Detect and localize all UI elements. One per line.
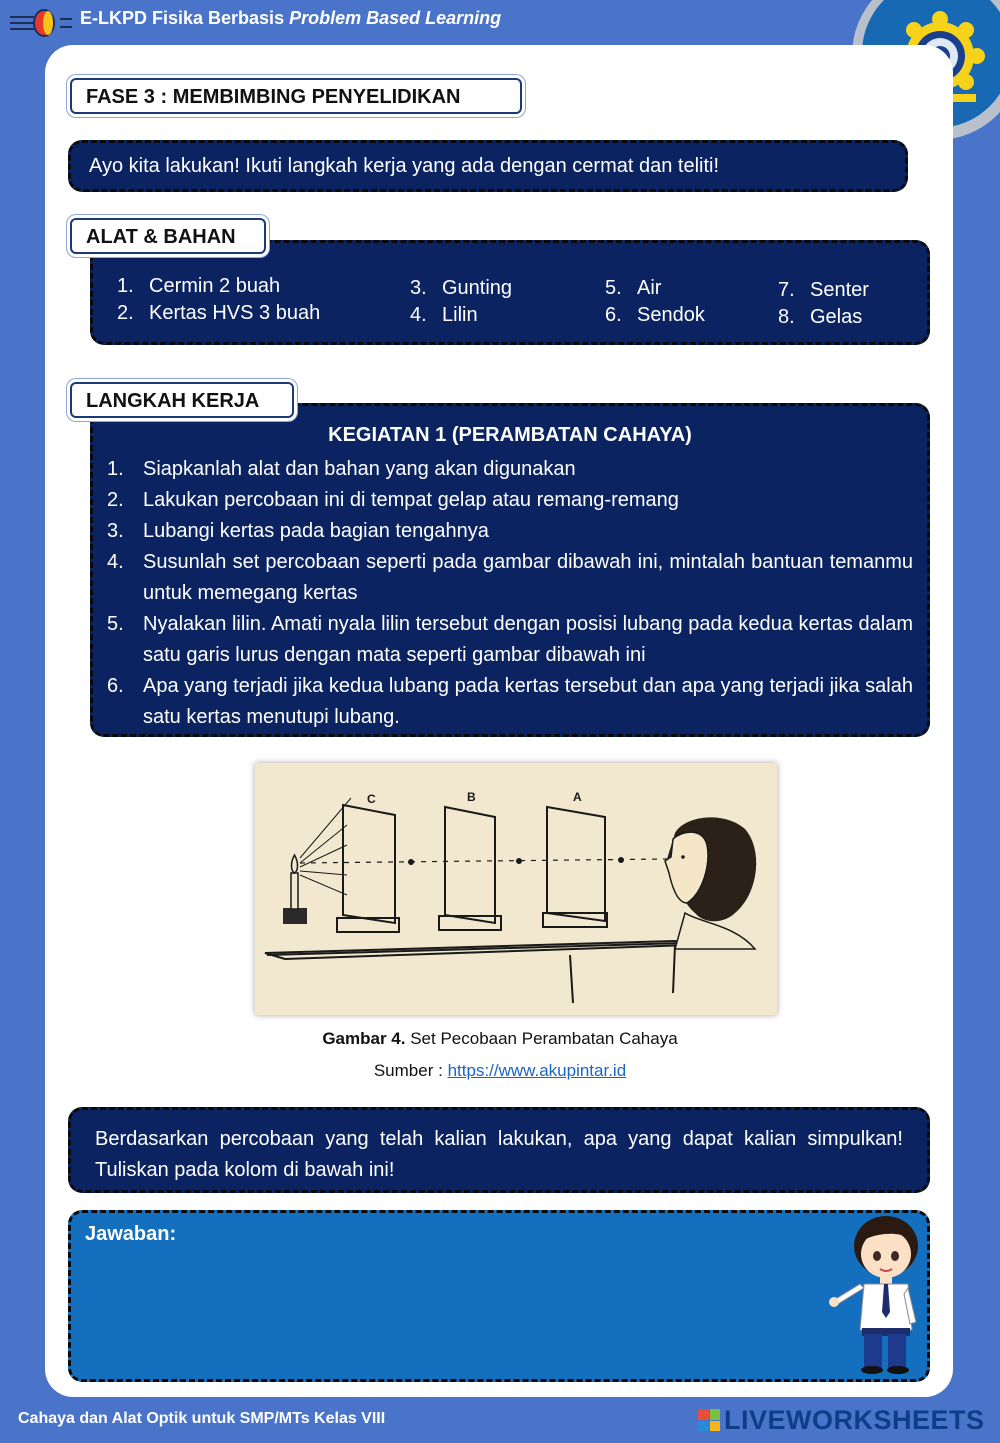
list-item: 6. Sendok — [605, 304, 705, 326]
list-item: 2. Lakukan percobaan ini di tempat gelap atau remang-remang — [107, 489, 679, 511]
alat-bahan-label: ALAT & BAHAN — [70, 218, 266, 254]
student-character-icon — [828, 1212, 928, 1374]
list-item: 3. Gunting — [410, 277, 513, 299]
experiment-illustration — [255, 763, 777, 1015]
liveworksheets-logo-icon — [698, 1409, 720, 1431]
liveworksheets-watermark[interactable] — [698, 1403, 985, 1437]
alat-column-4 — [778, 277, 869, 331]
list-item: 3. Lubangi kertas pada bagian tengahnya — [107, 520, 489, 542]
answer-label: Jawaban: — [85, 1223, 177, 1245]
alat-column-3 — [605, 275, 705, 329]
screen-label-a: A — [573, 790, 582, 804]
screen-label-c: C — [367, 792, 376, 806]
list-item: 5. Air — [605, 277, 662, 299]
alat-column-1 — [117, 273, 320, 327]
footer-text: Cahaya dan Alat Optik untuk SMP/MTs Kelas VIII — [18, 1410, 386, 1427]
phase-title: FASE 3 : MEMBIMBING PENYELIDIKAN — [70, 78, 522, 114]
intro-banner — [68, 140, 908, 192]
list-item: 2. Kertas HVS 3 buah — [117, 302, 321, 324]
source-link[interactable]: https://www.akupintar.id — [447, 1061, 627, 1080]
list-item: 6. Apa yang terjadi jika kedua lubang pada kertas tersebut dan apa yang terjadi jika salah satu kertas menutupi lubang. — [107, 675, 913, 728]
answer-box[interactable] — [68, 1210, 930, 1382]
light-propagation-drawing — [255, 763, 777, 1015]
list-item: 5. Nyalakan lilin. Amati nyala lilin tersebut dengan posisi lubang pada kedua kertas dalam satu garis lurus dengan mata seperti gambar dibawah ini — [107, 613, 913, 666]
speed-ball-icon — [8, 8, 76, 38]
conclusion-panel — [68, 1107, 930, 1193]
screen-label-b: B — [467, 790, 476, 804]
figure-source: Sumber : https://www.akupintar.id — [373, 1061, 627, 1080]
figure-caption: Gambar 4. Set Pecobaan Perambatan Cahaya — [322, 1029, 678, 1048]
list-item: 4. Susunlah set percobaan seperti pada gambar dibawah ini, mintalah bantuan temanmu untuk memegang kertas — [107, 551, 913, 604]
list-item: 1. Cermin 2 buah — [117, 275, 281, 297]
list-item: 8. Gelas — [778, 306, 863, 328]
document-title: E-LKPD Fisika Berbasis Problem Based Learning — [80, 8, 502, 28]
alat-bahan-panel — [90, 240, 930, 345]
intro-text: Ayo kita lakukan! Ikuti langkah kerja yang ada dengan cermat dan teliti! — [89, 155, 720, 177]
conclusion-text: Berdasarkan percobaan yang telah kalian lakukan, apa yang dapat kalian simpulkan! Tuliskan pada kolom di bawah ini! — [95, 1128, 903, 1181]
list-item: 4. Lilin — [410, 304, 478, 326]
alat-column-2 — [410, 275, 512, 329]
langkah-kerja-panel — [90, 403, 930, 737]
list-item: 1. Siapkanlah alat dan bahan yang akan digunakan — [107, 458, 576, 480]
list-item: 7. Senter — [778, 279, 869, 301]
steps-list — [107, 454, 913, 733]
langkah-kerja-label: LANGKAH KERJA — [70, 382, 294, 418]
activity-heading: KEGIATAN 1 (PERAMBATAN CAHAYA) — [328, 424, 692, 446]
watermark-text: LIVEWORKSHEETS — [724, 1404, 985, 1435]
